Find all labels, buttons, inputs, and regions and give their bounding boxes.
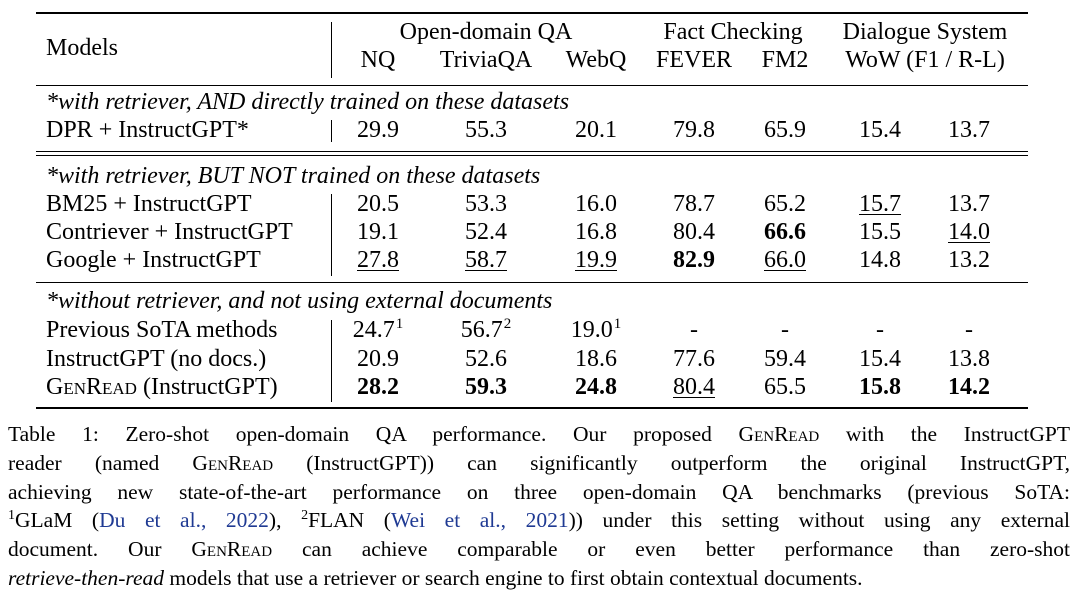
header-separator [331,22,332,78]
caption-text: FLAN ( [308,508,391,533]
model-suffix: (InstructGPT) [142,374,278,400]
cell-value: 24.7 [352,317,395,343]
table-cell: 82.9 [673,247,715,273]
table-cell: 53.3 [465,191,507,217]
genread-name: GenRead [192,450,274,475]
caption-text: document. Our [8,537,192,562]
table-cell: 29.9 [357,117,399,143]
group-header-fact-checking: Fact Checking [663,19,803,45]
table-cell: 59.3 [465,374,507,400]
table-cell: - [690,317,698,343]
table-cell: 13.2 [948,247,990,273]
caption-italic-text: retrieve-then-read [8,565,165,590]
row-model-name: DPR + InstructGPT* [46,117,249,143]
table-cell: 24.8 [575,374,617,400]
row-model-name: BM25 + InstructGPT [46,191,252,217]
table-cell [461,316,512,344]
row-model-name: Previous SoTA methods [46,317,278,343]
table-cell: 78.7 [673,191,715,217]
section-double-rule-bottom [36,155,1028,156]
row-model-name: Google + InstructGPT [46,247,261,273]
section-title: *with retriever, AND directly trained on these datasets [46,89,570,115]
row-model-name: Contriever + InstructGPT [46,219,293,245]
col-header-webq: WebQ [565,47,627,73]
table-cell: 15.4 [859,346,901,372]
col-header-triviaqa: TriviaQA [439,47,533,73]
genread-name: GenRead [738,422,820,446]
table-cell: - [781,317,789,343]
footnote-marker: 2 [503,316,512,332]
caption-text: reader (named [8,450,193,475]
cell-value: 19.0 [570,317,613,343]
table-cell: 15.5 [859,219,901,245]
table-bottom-rule [36,407,1028,409]
citation-link[interactable]: Wei et al., 2021 [390,508,569,533]
table-cell: 14.0 [948,219,990,245]
table-cell: 18.6 [575,346,617,372]
section-title: *with retriever, BUT NOT trained on these datasets [46,163,541,189]
table-cell: 14.2 [948,374,990,400]
footnote-marker: 1 [8,508,15,524]
table-cell: 58.7 [465,247,507,273]
table-cell: 65.9 [764,117,806,143]
table-cell: 28.2 [357,374,399,400]
caption-text: ), [268,508,302,533]
caption-text: (InstructGPT)) can significantly outperform the original InstructGPT, [273,450,1071,475]
table-cell: 59.4 [764,346,806,372]
table-cell: 66.0 [764,247,806,273]
section-rule [36,282,1028,283]
table-caption [8,420,1070,593]
table-cell: 20.1 [575,117,617,143]
table-cell: 77.6 [673,346,715,372]
footnote-marker: 1 [613,316,622,332]
caption-line [8,535,1070,564]
table-cell: 13.7 [948,117,990,143]
table-cell: 55.3 [465,117,507,143]
table-cell [571,316,622,344]
table-cell: 65.5 [764,374,806,400]
col-header-nq: NQ [360,47,396,73]
table-top-rule [36,12,1028,14]
caption-line [8,449,1070,478]
section-title: *without retriever, and not using external documents [46,288,553,314]
row-model-name [46,373,278,401]
results-table [36,12,1036,404]
table-cell: 16.8 [575,219,617,245]
footnote-marker: 1 [395,316,404,332]
caption-text: )) under this setting without using any external [568,508,1071,533]
table-cell: 16.0 [575,191,617,217]
group-header-dialogue-system: Dialogue System [842,19,1008,45]
footnote-marker: 2 [301,508,309,524]
caption-text: with the InstructGPT [819,422,1070,446]
genread-name: GenRead [46,374,137,400]
table-cell: - [876,317,884,343]
row-separator [331,194,332,276]
col-header-fever: FEVER [655,47,733,73]
table-cell: 15.8 [859,374,901,400]
caption-text: Table 1: Zero-shot open-domain QA performance. Our proposed [8,422,739,446]
table-cell: 66.6 [764,219,806,245]
table-cell: 52.4 [465,219,507,245]
caption-line [8,506,1070,535]
col-header-fm2: FM2 [761,47,809,73]
table-cell: 20.5 [357,191,399,217]
models-header: Models [46,35,118,61]
table-cell: 15.7 [859,191,901,217]
caption-line [8,420,1070,449]
table-cell: 79.8 [673,117,715,143]
table-cell: 20.9 [357,346,399,372]
caption-text: models that use a retriever or search engine to first obtain contextual documents. [164,565,863,590]
table-cell: 13.8 [948,346,990,372]
header-bottom-rule [36,85,1028,86]
table-cell: 52.6 [465,346,507,372]
col-header-wow: WoW (F1 / R-L) [845,47,1005,73]
row-separator [331,120,332,142]
section-double-rule-top [36,151,1028,152]
group-header-open-domain-qa: Open-domain QA [399,19,573,45]
cell-value: 56.7 [460,317,503,343]
table-cell: - [965,317,973,343]
caption-line: achieving new state-of-the-art performance on three open-domain QA benchmarks (previous SoTA: [8,479,1070,504]
table-cell: 80.4 [673,219,715,245]
table-cell [353,316,404,344]
table-cell: 13.7 [948,191,990,217]
table-cell: 14.8 [859,247,901,273]
citation-link[interactable]: Du et al., 2022 [99,508,269,533]
table-cell: 19.1 [357,219,399,245]
table-cell: 27.8 [357,247,399,273]
caption-text: can achieve comparable or even better performance than zero-shot [272,537,1070,562]
row-separator [331,320,332,402]
table-cell: 15.4 [859,117,901,143]
table-cell: 19.9 [575,247,617,273]
genread-name: GenRead [191,537,273,562]
caption-text: GLaM ( [15,508,100,533]
table-cell: 80.4 [673,374,715,400]
row-model-name: InstructGPT (no docs.) [46,346,267,372]
caption-line [8,564,1070,593]
table-cell: 65.2 [764,191,806,217]
